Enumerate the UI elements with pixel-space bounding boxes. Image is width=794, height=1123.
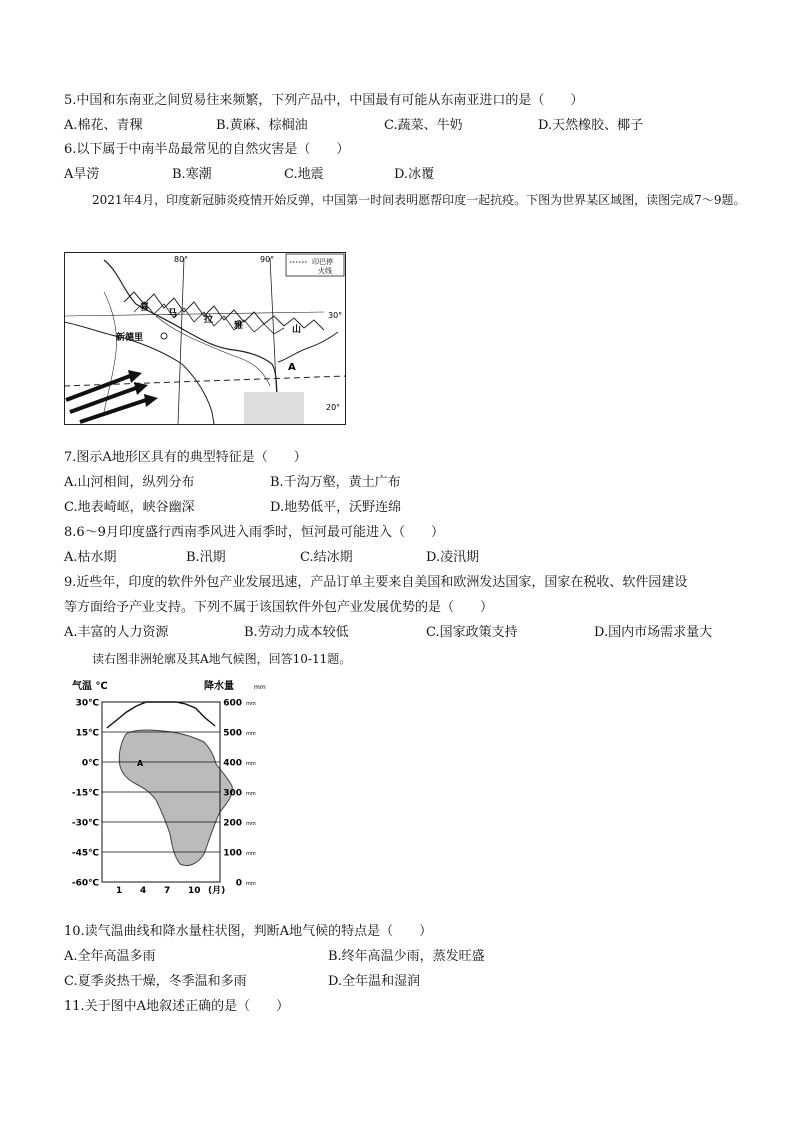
precip-tick-unit: mm [246,731,256,737]
intro-7-9: 2021年4月，印度新冠肺炎疫情开始反弹，中国第一时间表明愿帮印度一起抗疫。下图为世界某区域图，读图完成7～9题。 [92,193,746,207]
q8-option-a: A.枯水期 [64,550,117,565]
africa-outline [119,730,232,866]
precip-tick-unit: mm [246,791,256,797]
precip-tick-label: 300 [223,788,242,799]
q10-stem: 10.读气温曲线和降水量柱状图，判断A地气候的特点是（ ） [64,924,433,939]
q7-stem: 7.图示A地形区具有的典型特征是（ ） [64,450,307,465]
map-label-a: A [288,362,296,373]
intro-10-11: 读右图非洲轮廓及其A地气候图，回答10-11题。 [92,652,352,666]
map-label-shan: 山 [292,325,302,335]
q11-stem: 11.关于图中A地叙述正确的是（ ） [64,999,290,1014]
q8-option-c: C.结冰期 [300,550,353,565]
q7-option-b: B.千沟万壑，黄土广布 [270,475,401,490]
q6-option-c: C.地震 [284,167,324,182]
map-label-ya: 雅 [234,321,244,331]
precip-tick-unit: mm [246,761,256,767]
map-legend-text-1: 印巴停 [312,258,333,266]
q6-stem: 6.以下属于中南半岛最常见的自然灾害是（ ） [64,142,350,157]
temp-tick-label: -30℃ [71,818,99,829]
precip-tick-label: 100 [223,848,242,859]
q5-option-d: D.天然橡胶、椰子 [538,118,644,133]
q5-stem: 5.中国和东南亚之间贸易往来频繁，下列产品中，中国最有可能从东南亚进口的是（ ） [64,93,584,108]
month-tick-label: 4 [140,886,147,894]
lon-label-90: 90° [260,255,275,264]
q6-option-a: A旱涝 [64,167,100,182]
q5-option-c: C.蔬菜、牛奶 [384,118,463,133]
month-tick-label: (月) [208,886,226,894]
map-legend-text-2: 火线 [318,267,332,275]
q7-option-c: C.地表崎岖，峡谷幽深 [64,500,195,515]
q5-option-a: A.棉花、青稞 [64,118,143,133]
q9-option-c: C.国家政策支持 [426,625,518,640]
month-tick-label: 10 [188,886,201,894]
climate-inset-label-a: A [137,759,144,768]
q8-option-b: B.汛期 [186,550,226,565]
precip-tick-label: 200 [223,818,242,829]
q10-option-a: A.全年高温多雨 [64,949,156,964]
q8-option-d: D.凌汛期 [426,550,480,565]
q9-option-b: B.劳动力成本较低 [244,625,349,640]
precip-axis-unit: mm [254,684,266,691]
lat-label-30: 30° [328,311,343,320]
q6-option-b: B.寒潮 [172,167,212,182]
temp-tick-label: -15℃ [71,788,99,799]
precip-tick-unit: mm [246,701,256,707]
q10-option-c: C.夏季炎热干燥，冬季温和多雨 [64,974,247,989]
q9-option-d: D.国内市场需求量大 [594,625,713,640]
map-label-ma: 马 [168,309,178,319]
climate-chart-svg [64,678,278,894]
precip-tick-label: 0 [235,878,242,889]
q9-option-a: A.丰富的人力资源 [64,625,169,640]
temp-axis-title: 气温 ℃ [72,681,108,692]
q9-stem-line2: 等方面给予产业支持。下列不属于该国软件外包产业发展优势的是（ ） [64,600,494,615]
temperature-curve [107,702,215,728]
q5-option-b: B.黄麻、棕榈油 [216,118,308,133]
map-label-la: 拉 [204,315,214,325]
lat-label-20: 20° [326,403,341,412]
q9-stem-line1: 9.近些年，印度的软件外包产业发展迅速，产品订单主要来自美国和欧洲发达国家，国家在税收、软件园建设 [64,575,688,590]
temp-tick-label: -60℃ [71,878,99,889]
temp-tick-label: 15℃ [75,728,99,739]
q7-option-a: A.山河相间，纵列分布 [64,475,195,490]
q7-option-d: D.地势低平，沃野连绵 [270,500,402,515]
temp-tick-label: 30℃ [75,698,99,709]
q10-option-b: B.终年高温少雨，蒸发旺盛 [328,949,485,964]
precip-tick-label: 500 [223,728,242,739]
south-asia-map [64,252,346,425]
precip-tick-unit: mm [246,881,256,887]
q8-stem: 8.6～9月印度盛行西南季风进入雨季时，恒河最可能进入（ ） [64,525,444,540]
temp-tick-label: 0℃ [81,758,99,769]
map-label-new-delhi: 新德里 [116,333,144,343]
precip-tick-label: 400 [223,758,242,769]
q6-option-d: D.冰覆 [394,167,435,182]
month-tick-label: 1 [116,886,123,894]
precip-tick-unit: mm [246,851,256,857]
precip-tick-label: 600 [223,698,242,709]
map-svg [64,252,346,425]
lon-label-80: 80° [174,255,189,264]
map-label-xi: 喜 [140,303,150,313]
precip-tick-unit: mm [246,821,256,827]
temp-tick-label: -45℃ [71,848,99,859]
q10-option-d: D.全年温和湿润 [328,974,421,989]
month-tick-label: 7 [164,886,171,894]
precip-axis-title: 降水量 [204,681,234,692]
climate-chart [64,678,278,894]
